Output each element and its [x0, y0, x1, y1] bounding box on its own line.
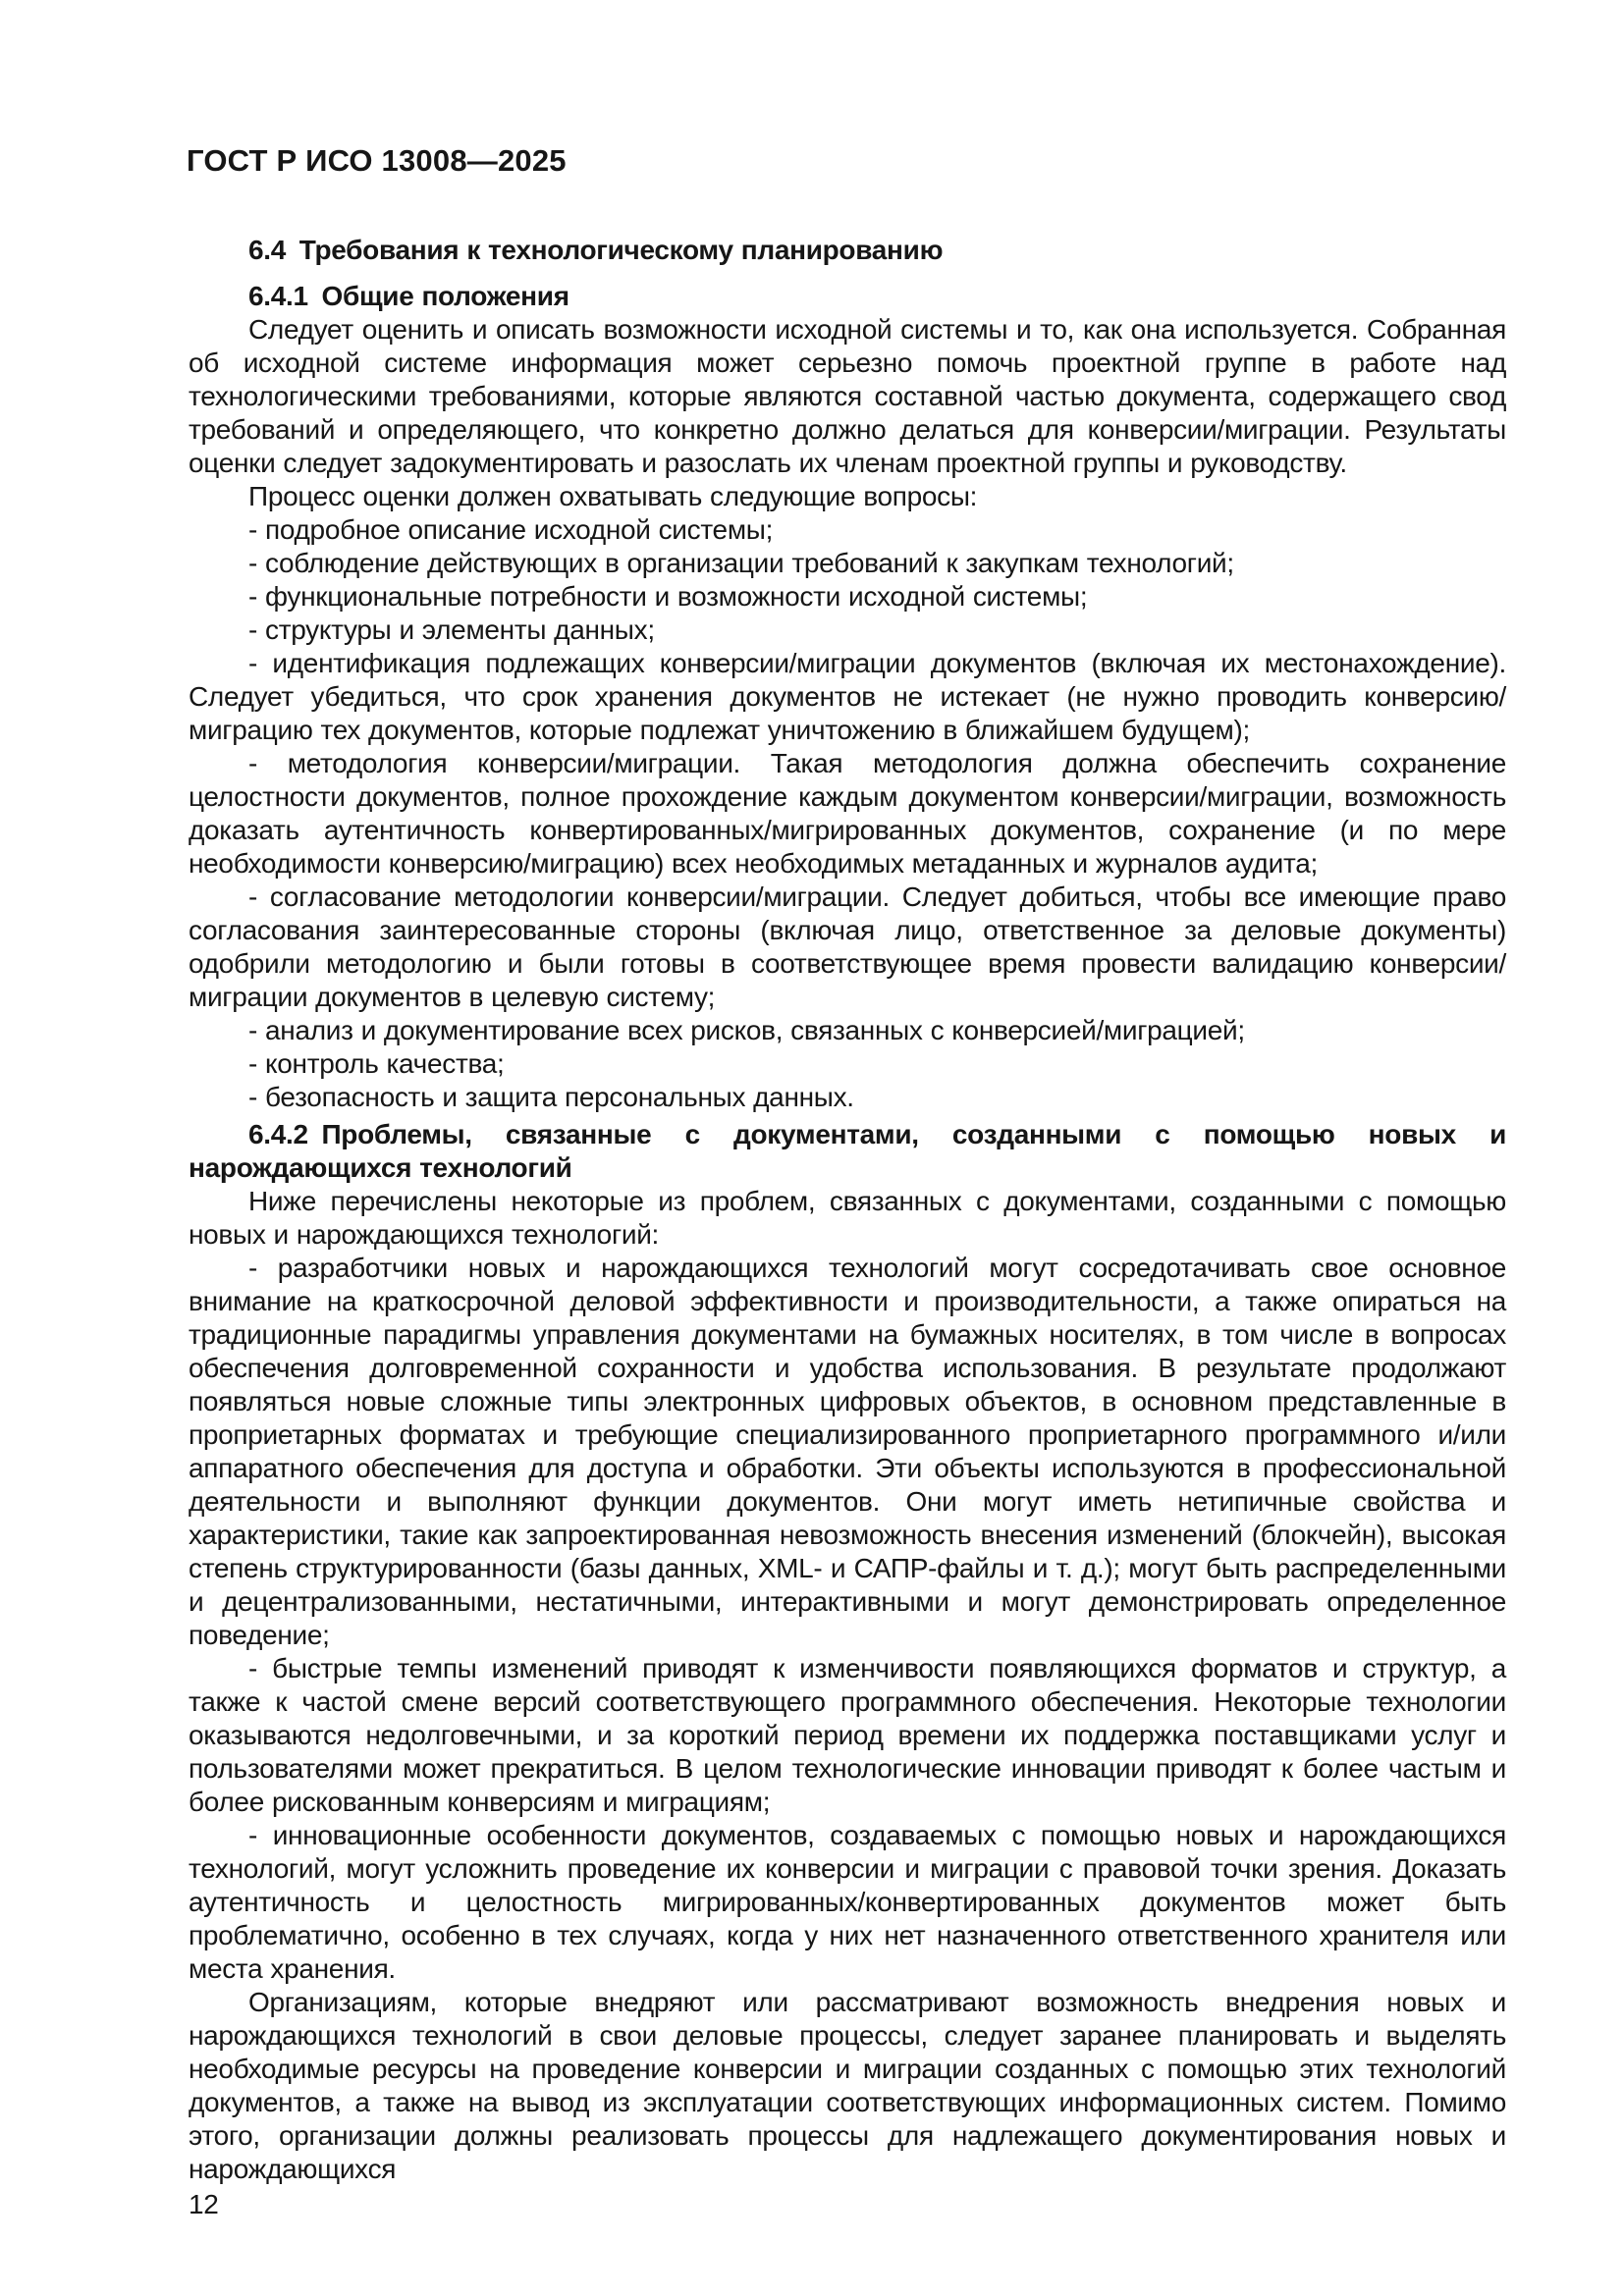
list-item-quality-control: - контроль качества;	[248, 1048, 505, 1079]
paragraph-problems-lead-in: Ниже перечислены некоторые из проблем, связанных с документами, созданными с помощью новых и нарождающихся технологий:	[189, 1186, 1506, 1250]
list-item-methodology-approval: - согласование методологии конверсии/миграции. Следует добиться, чтобы все имеющие право согласования заинтересованные стороны (включая лицо, ответственное за деловые документы) одобрили методологию и были готовы в соответствующее время провести валидацию конверсии/миграции документов в целевую систему;	[189, 881, 1506, 1012]
list-item-data-structures: - структуры и элементы данных;	[248, 614, 655, 645]
list-item-risk-analysis: - анализ и документирование всех рисков, связанных с конверсией/миграцией;	[248, 1015, 1245, 1045]
paragraph-source-system-assessment: Следует оценить и описать возможности исходной системы и то, как она используется. Собранная об исходной системе информация может серьезно помочь проектной группе в работе над технологическими требованиями, которые являются составной частью документа, содержащего свод требований и определяющего, что конкретно должно делаться для конверсии/миграции. Результаты оценки следует задокументировать и разослать их членам проектной группы и руководству.	[189, 314, 1506, 478]
list-item-functional-needs: - функциональные потребности и возможности исходной системы;	[248, 581, 1088, 612]
subsection-heading-6-4-1: 6.4.1 Общие положения	[248, 281, 569, 311]
page-number: 12	[189, 2189, 219, 2219]
document-body	[189, 234, 1506, 2221]
paragraph-organizations-planning: Организациям, которые внедряют или рассматривают возможность внедрения новых и нарождающихся технологий в свои деловые процессы, следует заранее планировать и выделять необходимые ресурсы на проведение конверсии и миграции созданных с помощью этих технологий документов, а также на вывод из эксплуатации соответствующих информационных систем. Помимо этого, организации должны реализовать процессы для надлежащего документирования новых и нарождающихся	[189, 1987, 1506, 2184]
list-item-identification-of-records: - идентификация подлежащих конверсии/миграции документов (включая их местонахождение). Следует убедиться, что срок хранения документов не истекает (не нужно проводить конверсию/миграцию тех документов, которые подлежат уничтожению в ближайшем будущем);	[189, 648, 1506, 745]
list-item-source-system-description: - подробное описание исходной системы;	[248, 514, 774, 545]
list-item-security-personal-data: - безопасность и защита персональных данных.	[248, 1082, 854, 1112]
list-item-developers-focus: - разработчики новых и нарождающихся технологий могут сосредотачивать свое основное внимание на краткосрочной деловой эффективности и производительности, а также опираться на традиционные парадигмы управления документами на бумажных носителях, в том числе в вопросах обеспечения долговременной сохранности и удобства использования. В результате продолжают появляться новые сложные типы электронных цифровых объектов, в основном представленные в проприетарных форматах и требующие специализированного проприетарного программного и/или аппаратного обеспечения для доступа и обработки. Эти объекты используются в профессиональной деятельности и выполняют функции документов. Они могут иметь нетипичные свойства и характеристики, такие как запроектированная невозможность внесения изменений (блокчейн), высокая степень структурированности (базы данных, XML- и САПР-файлы и т. д.); могут быть распределенными и децентрализованными, нестатичными, интерактивными и могут демонстрировать определенное поведение;	[189, 1253, 1506, 1650]
paragraph-assessment-process-lead-in: Процесс оценки должен охватывать следующие вопросы:	[248, 481, 978, 511]
list-item-rapid-change: - быстрые темпы изменений приводят к изменчивости появляющихся форматов и структур, а также к частой смене версий соответствующего программного обеспечения. Некоторые технологии оказываются недолговечными, и за короткий период времени их поддержка поставщиками услуг и пользователями может прекратиться. В целом технологические инновации приводят к более частым и более рискованным конверсиям и миграциям;	[189, 1653, 1506, 1817]
subsection-heading-6-4-2: 6.4.2 Проблемы, связанные с документами, созданными с помощью новых и нарождающихся технологий	[189, 1119, 1506, 1183]
list-item-procurement-requirements: - соблюдение действующих в организации требований к закупкам технологий;	[248, 548, 1234, 578]
section-heading-6-4: 6.4 Требования к технологическому планированию	[248, 235, 944, 265]
list-item-innovative-features: - инновационные особенности документов, создаваемых с помощью новых и нарождающихся технологий, могут усложнить проведение их конверсии и миграции с правовой точки зрения. Доказать аутентичность и целостность мигрированных/конвертированных документов может быть проблематично, особенно в тех случаях, когда у них нет назначенного ответственного хранителя или места хранения.	[189, 1820, 1506, 1984]
running-header-standard-code: ГОСТ Р ИСО 13008—2025	[187, 143, 567, 178]
list-item-conversion-methodology: - методология конверсии/миграции. Такая методология должна обеспечить сохранение целостности документов, полное прохождение каждым документом конверсии/миграции, возможность доказать аутентичность конвертированных/мигрированных документов, сохранение (и по мере необходимости конверсию/миграцию) всех необходимых метаданных и журналов аудита;	[189, 748, 1506, 879]
